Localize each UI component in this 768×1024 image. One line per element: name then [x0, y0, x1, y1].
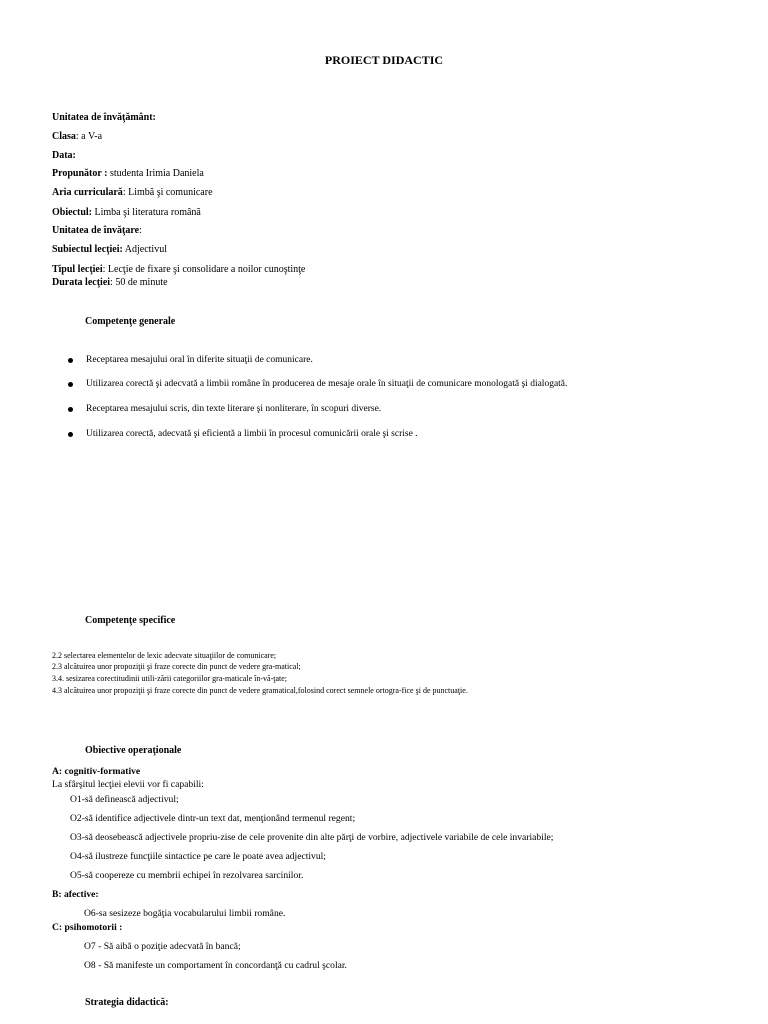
meta-label: Subiectul lecţiei:: [52, 244, 123, 255]
section-heading-strategia: Strategia didactică:: [85, 997, 169, 1008]
bullet-icon: [68, 382, 73, 387]
meta-label: Tipul lecţiei: [52, 264, 103, 275]
list-item: 4.3 alcătuirea unor propoziţii şi fraze corecte din punct de vedere gramatical,folosind corect semnele ortogra-fice şi de punctuaţie.: [52, 686, 468, 695]
meta-row-clasa: [52, 131, 102, 143]
intro-text: La sfârşitul lecţiei elevii vor fi capabili:: [52, 779, 204, 790]
objective-item: O2-să identifice adjectivele dintr-un text dat, menţionând termenul regent;: [70, 813, 356, 824]
meta-value: : 50 de minute: [110, 277, 168, 288]
bullet-icon: [68, 358, 73, 363]
subsection-title-psihomotorii: C: psihomotorii :: [52, 922, 123, 933]
objective-item: O1-să definească adjectivul;: [70, 794, 179, 805]
objective-item: O6-sa sesizeze bogăţia vocabularului limbii române.: [84, 908, 286, 919]
bullet-icon: [68, 407, 73, 412]
meta-label: Propunător :: [52, 168, 108, 179]
meta-row-aria: [52, 187, 213, 199]
objective-item: O8 - Să manifeste un comportament în concordanţă cu cadrul şcolar.: [84, 960, 347, 971]
meta-value: : Limbă şi comunicare: [122, 187, 213, 198]
meta-row-durata: [52, 277, 168, 289]
section-heading-competente-specifice: Competenţe specifice: [85, 615, 176, 626]
list-item-text: Utilizarea corectă, adecvată şi eficientă a limbii în procesul comunicării orale şi scrise .: [86, 429, 418, 439]
meta-row-obiectul: [52, 207, 201, 219]
list-item: [68, 355, 313, 365]
meta-label: Unitatea de învăţământ:: [52, 112, 156, 123]
meta-value: :: [139, 225, 142, 236]
meta-row-tipul: [52, 264, 305, 276]
meta-label: Aria curriculară: [52, 187, 123, 198]
meta-label: Clasa: [52, 131, 76, 142]
list-item: 2.2 selectarea elementelor de lexic adecvate situaţiilor de comunicare;: [52, 651, 277, 660]
meta-value: : a V-a: [75, 131, 103, 142]
meta-label: Obiectul:: [52, 207, 92, 218]
meta-value: studenta Irimia Daniela: [107, 168, 204, 179]
list-item: [68, 429, 418, 439]
objective-item: O4-să ilustreze funcţiile sintactice pe care le poate avea adjectivul;: [70, 851, 326, 862]
meta-label: Data:: [52, 150, 76, 161]
section-heading-competente-generale: Competenţe generale: [85, 316, 176, 327]
subsection-title-afective: B: afective:: [52, 889, 99, 900]
list-item-text: Receptarea mesajului oral în diferite situaţii de comunicare.: [86, 355, 313, 365]
meta-row-propunator: [52, 168, 204, 180]
meta-row-data: [52, 150, 76, 162]
bullet-icon: [68, 432, 73, 437]
list-item: [68, 379, 567, 389]
objective-item: O7 - Să aibă o poziţie adecvată în bancă;: [84, 941, 241, 952]
section-heading-obiective: Obiective operaţionale: [85, 745, 182, 756]
document-title: PROIECT DIDACTIC: [324, 53, 444, 67]
meta-value: : Lecţie de fixare şi consolidare a noilor cunoştinţe: [102, 264, 306, 275]
meta-row-unitatea: [52, 112, 156, 124]
objective-item: O5-să coopereze cu membrii echipei în rezolvarea sarcinilor.: [70, 870, 304, 881]
meta-row-unitatea-invatare: [52, 225, 142, 237]
meta-label: Unitatea de învăţare: [52, 225, 140, 236]
meta-label: Durata lecţiei: [52, 277, 111, 288]
subsection-title-cognitiv: A: cognitiv-formative: [52, 766, 141, 777]
list-item: 2.3 alcătuirea unor propoziţii şi fraze corecte din punct de vedere gra-matical;: [52, 662, 301, 671]
meta-row-subiectul: [52, 244, 167, 256]
list-item: 3.4. sesizarea corectitudinii utili-zării categoriilor gra-maticale în-vă-ţate;: [52, 674, 287, 683]
list-item-text: Utilizarea corectă şi adecvată a limbii române în producerea de mesaje orale în situaţii de comunicare monologată şi dialogată.: [86, 379, 568, 389]
list-item: [68, 404, 381, 414]
meta-value: Adjectivul: [122, 244, 167, 255]
objective-item: O3-să deosebească adjectivele propriu-zise de cele provenite din alte părţi de vorbire, adjectivele variabile de cele invariabile;: [70, 832, 554, 843]
meta-value: Limba şi literatura română: [92, 207, 201, 218]
list-item-text: Receptarea mesajului scris, din texte literare şi nonliterare, în scopuri diverse.: [86, 404, 382, 414]
